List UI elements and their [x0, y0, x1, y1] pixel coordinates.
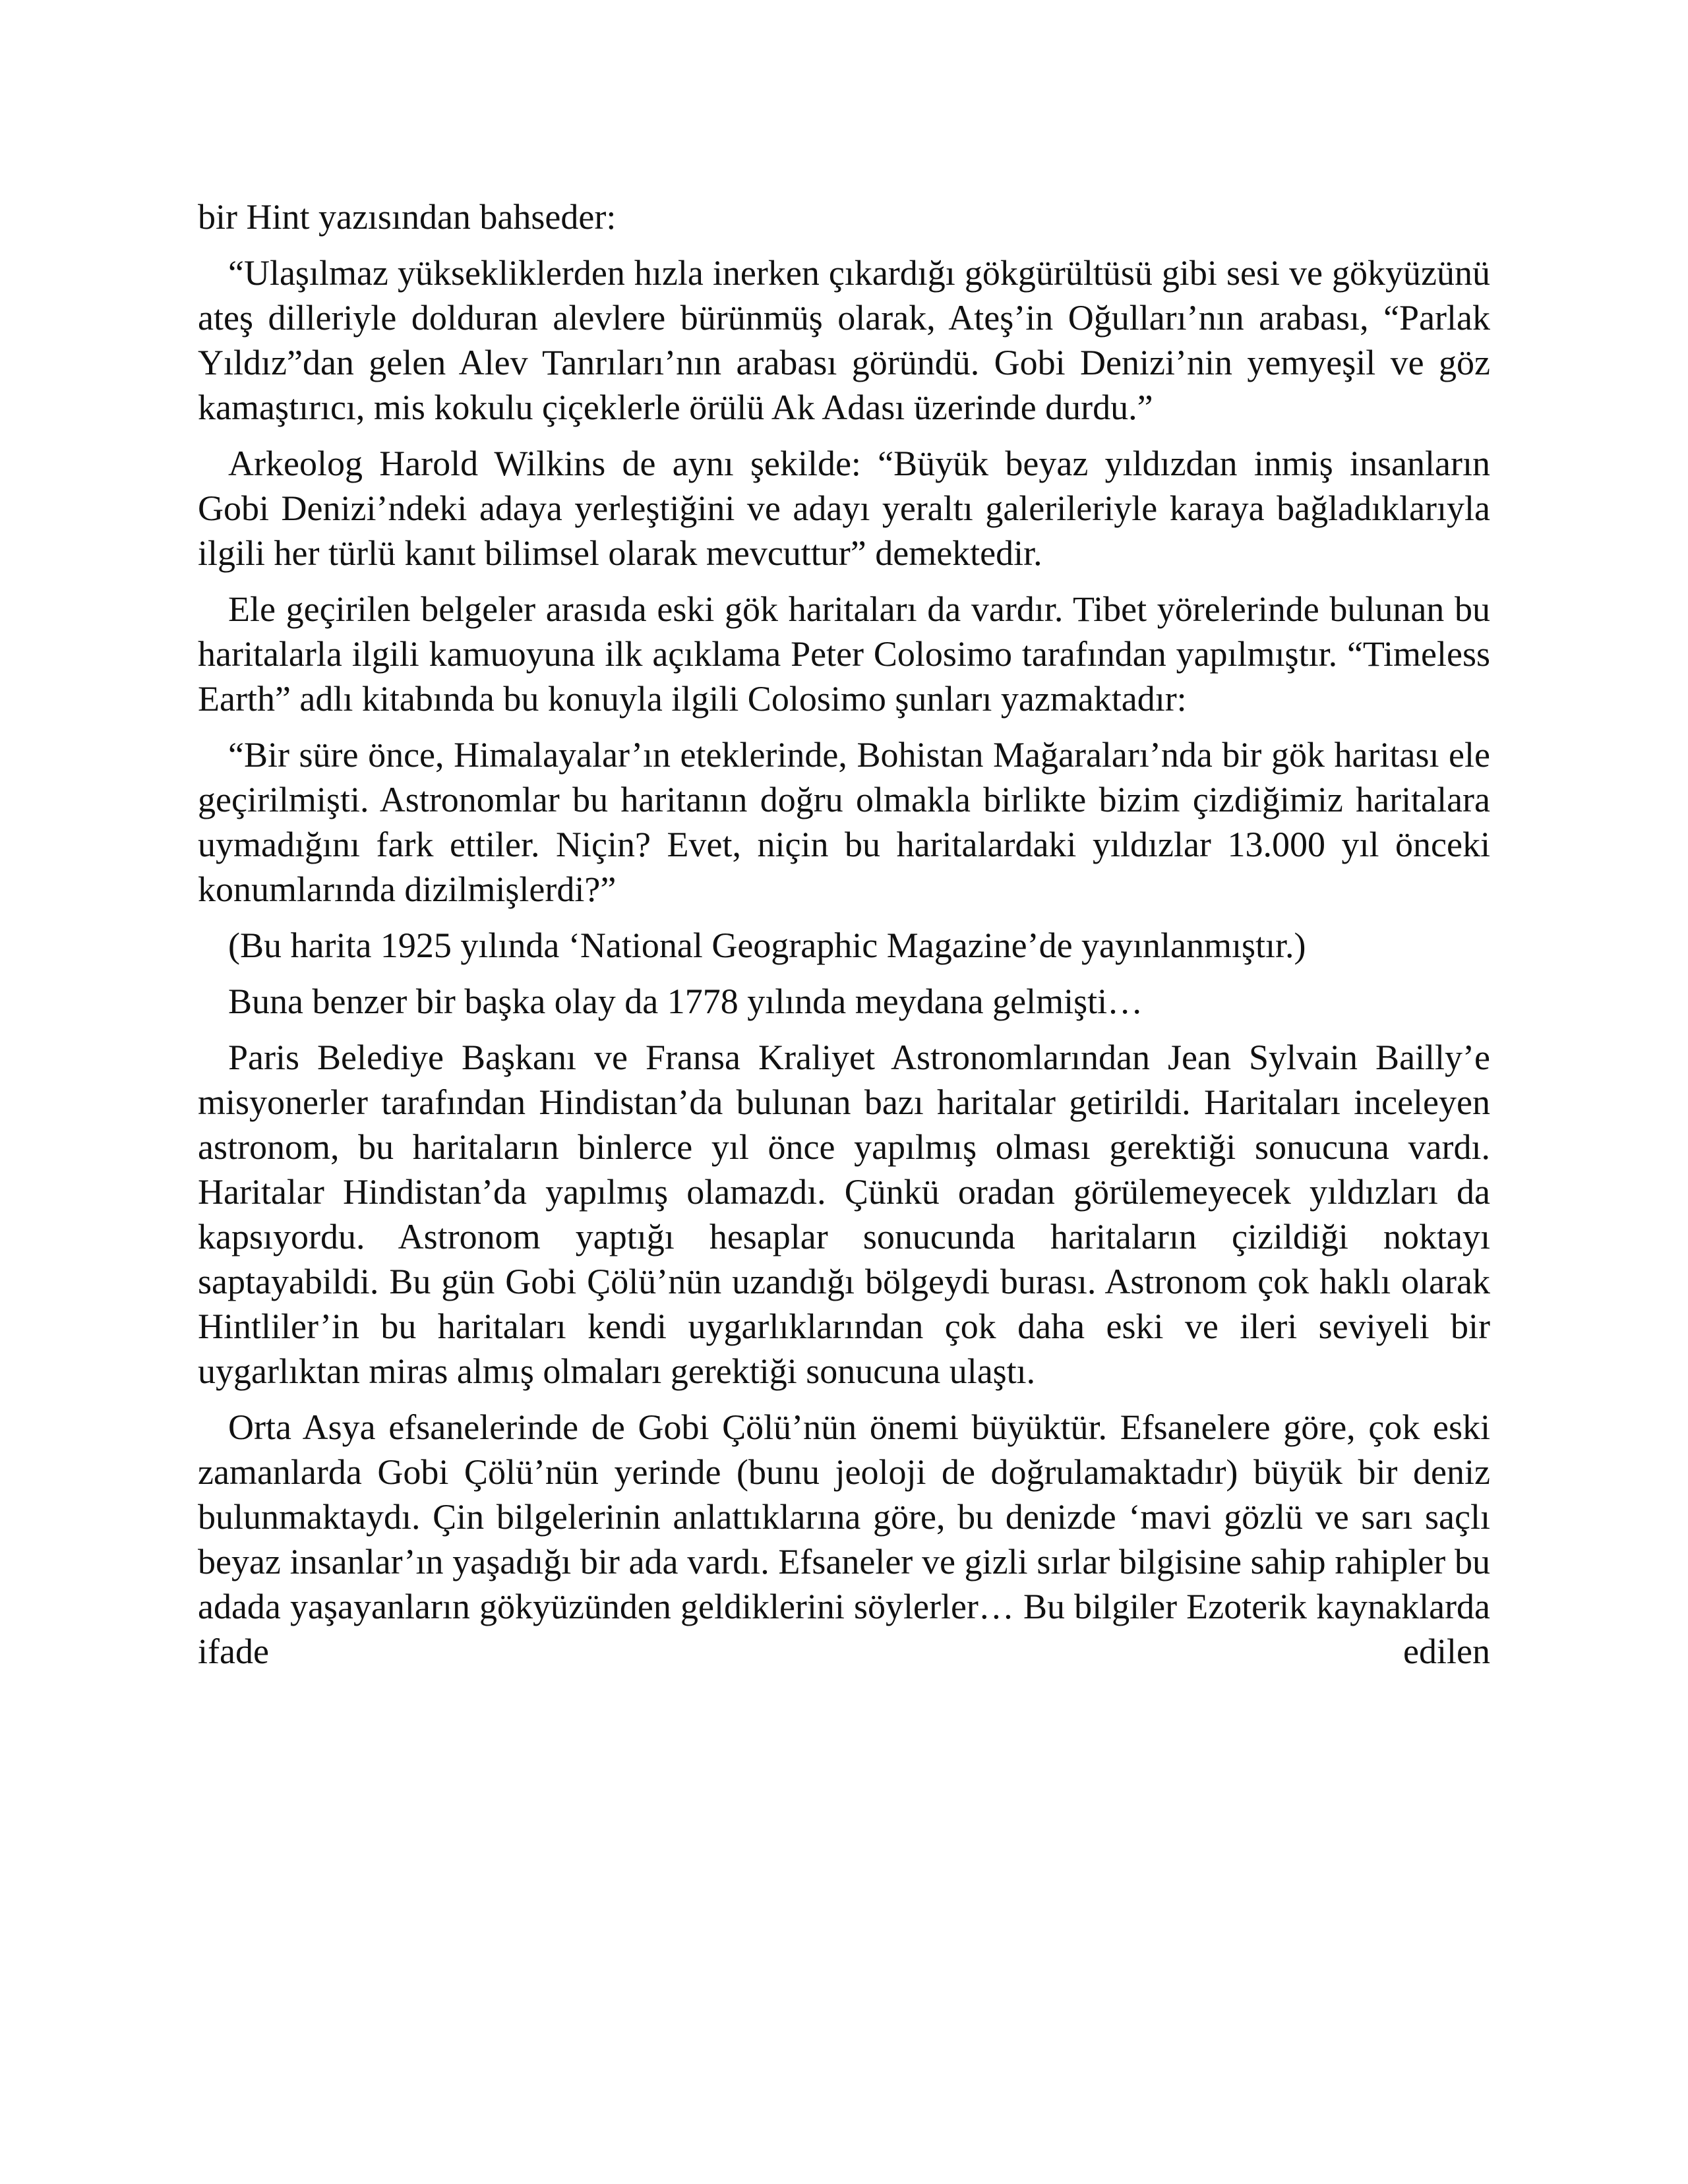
paragraph-2-quote: “Ulaşılmaz yüksekliklerden hızla inerken çıkardığı gökgürültüsü gibi sesi ve gökyüzünü ateş dilleriyle dolduran alevlere bürünmüş olarak, Ateş’in Oğulları’nın arabası, “Parlak Yıldız”dan gelen Alev Tanrıları’nın arabası göründü. Gobi Denizi’nin yemyeşil ve göz kamaştırıcı, mis kokulu çiçeklerle örülü Ak Adası üzerinde durdu.”: [198, 253, 1490, 427]
paragraph-6-note: (Bu harita 1925 yılında ‘National Geographic Magazine’de yayınlanmıştır.): [228, 926, 1306, 965]
paragraph-5-quote: “Bir süre önce, Himalayalar’ın eteklerinde, Bohistan Mağaraları’nda bir gök haritası ele geçirilmişti. Astronomlar bu haritanın doğru olmakla birlikte bizim çizdiğimiz haritalara uymadığını fark ettiler. Niçin? Evet, niçin bu haritalardaki yıldızlar 13.000 yıl önceki konumlarında dizilmişlerdi?”: [198, 735, 1490, 909]
paragraph-1: bir Hint yazısından bahseder:: [198, 197, 617, 237]
paragraph-9: Orta Asya efsanelerinde de Gobi Çölü’nün önemi büyüktür. Efsanelere göre, çok eski zamanlarda Gobi Çölü’nün yerinde (bunu jeoloji de doğrulamaktadır) büyük bir deniz bulunmaktaydı. Çin bilgelerinin anlattıklarına göre, bu denizde ‘mavi gözlü ve sarı saçlı beyaz insanlar’ın yaşadığı bir ada vardı. Efsaneler ve gizli sırlar bilgisine sahip rahipler bu adada yaşayanların gökyüzünden geldiklerini söylerler… Bu bilgiler Ezoterik kaynaklarda ifade edilen: [198, 1407, 1490, 1671]
paragraph-3: Arkeolog Harold Wilkins de aynı şekilde: “Büyük beyaz yıldızdan inmiş insanların Gobi Denizi’ndeki adaya yerleştiğini ve adayı yeraltı galerileriyle karaya bağladıklarıyla ilgili her türlü kanıt bilimsel olarak mevcuttur” demektedir.: [198, 444, 1490, 573]
paragraph-8: Paris Belediye Başkanı ve Fransa Kraliyet Astronomlarından Jean Sylvain Bailly’e misyonerler tarafından Hindistan’da bulunan bazı haritalar getirildi. Haritaları inceleyen astronom, bu haritaların binlerce yıl önce yapılmış olması gerektiği sonucuna vardı. Haritalar Hindistan’da yapılmış olamazdı. Çünkü oradan görülemeyecek yıldızları da kapsıyordu. Astronom yaptığı hesaplar sonucunda haritaların çizildiği noktayı saptayabildi. Bu gün Gobi Çölü’nün uzandığı bölgeydi burası. Astronom çok haklı olarak Hintliler’in bu haritaları kendi uygarlıklarından çok daha eski ve ileri seviyeli bir uygarlıktan miras almış olmaları gerektiği sonucuna ulaştı.: [198, 1038, 1490, 1391]
page-text: [198, 194, 1490, 1674]
paragraph-4: Ele geçirilen belgeler arasıda eski gök haritaları da vardır. Tibet yörelerinde bulunan bu haritalarla ilgili kamuoyuna ilk açıklama Peter Colosimo tarafından yapılmıştır. “Timeless Earth” adlı kitabında bu konuyla ilgili Colosimo şunları yazmaktadır:: [198, 589, 1490, 719]
paragraph-7: Buna benzer bir başka olay da 1778 yılında meydana gelmişti…: [228, 982, 1143, 1021]
